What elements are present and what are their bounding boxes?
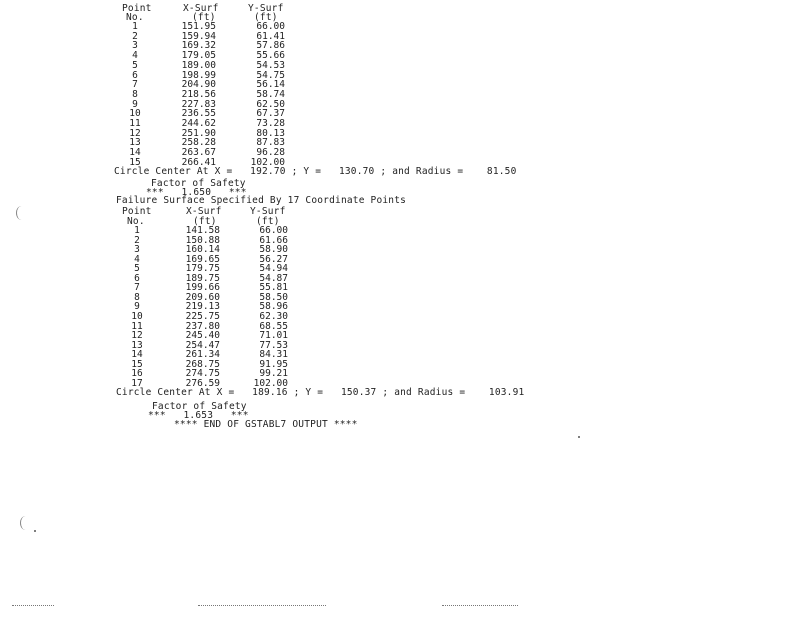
s1-header-xunit: (ft)	[192, 12, 216, 23]
row-x-surf: 141.58	[185, 225, 220, 236]
row-x-surf: 274.75	[185, 368, 220, 380]
row-point-number: 11	[129, 118, 141, 129]
s2-fos-label: Factor of Safety	[152, 401, 247, 412]
row-x-surf: 189.00	[181, 59, 216, 71]
s1-fos-value: *** 1.650 ***	[146, 187, 247, 198]
row-x-surf: 276.59	[185, 377, 220, 389]
row-point-number: 6	[134, 272, 140, 284]
row-x-surf: 204.90	[181, 79, 216, 91]
row-y-surf: 58.74	[256, 88, 285, 100]
scan-bottom-artifact	[12, 605, 54, 607]
row-y-surf: 66.00	[259, 225, 288, 236]
scan-artifact-mark	[16, 206, 27, 220]
row-y-surf: 54.94	[259, 263, 288, 275]
s2-header-point: Point	[122, 206, 152, 217]
row-y-surf: 96.28	[256, 147, 285, 159]
row-point-number: 8	[134, 291, 140, 303]
row-point-number: 17	[131, 377, 143, 389]
row-y-surf: 58.50	[259, 291, 288, 303]
row-x-surf: 159.94	[181, 30, 216, 42]
row-point-number: 10	[129, 108, 141, 120]
row-y-surf: 54.75	[256, 69, 285, 81]
row-y-surf: 61.41	[256, 30, 285, 42]
row-x-surf: 244.62	[181, 118, 216, 129]
row-x-surf: 261.34	[185, 349, 220, 361]
row-y-surf: 54.87	[259, 272, 288, 284]
row-point-number: 2	[134, 234, 140, 246]
s1-header-y: Y-Surf	[248, 3, 284, 14]
row-x-surf: 150.88	[185, 234, 220, 246]
s1-header-yunit: (ft)	[254, 12, 278, 23]
row-x-surf: 218.56	[181, 88, 216, 100]
row-x-surf: 160.14	[185, 244, 220, 256]
row-y-surf: 56.27	[259, 253, 288, 265]
row-x-surf: 179.05	[181, 50, 216, 62]
scan-speck	[578, 436, 580, 438]
row-x-surf: 169.65	[185, 253, 220, 265]
s2-circle-center-line: Circle Center At X = 189.16 ; Y = 150.37 ; and Radius = 103.91	[116, 387, 525, 398]
row-point-number: 1	[132, 21, 138, 32]
s2-title: Failure Surface Specified By 17 Coordinate Points	[116, 195, 407, 206]
row-y-surf: 77.53	[259, 339, 288, 351]
row-y-surf: 62.30	[259, 310, 288, 322]
row-y-surf: 73.28	[256, 118, 285, 129]
row-point-number: 15	[131, 358, 143, 370]
s2-header-y: Y-Surf	[250, 206, 286, 217]
row-x-surf: 245.40	[185, 330, 220, 342]
row-point-number: 8	[132, 88, 138, 100]
s1-fos-label: Factor of Safety	[151, 178, 246, 189]
row-y-surf: 91.95	[259, 358, 288, 370]
s2-header-no: No.	[127, 216, 145, 227]
row-point-number: 3	[132, 40, 138, 52]
s1-header-no: No.	[126, 12, 144, 23]
end-of-output-line: **** END OF GSTABL7 OUTPUT ****	[174, 419, 358, 430]
row-point-number: 11	[131, 320, 143, 332]
row-x-surf: 237.80	[185, 320, 220, 332]
row-point-number: 13	[129, 137, 141, 149]
row-x-surf: 219.13	[185, 301, 220, 313]
row-y-surf: 55.81	[259, 282, 288, 294]
row-y-surf: 61.66	[259, 234, 288, 246]
s2-header-xunit: (ft)	[193, 216, 217, 227]
row-point-number: 9	[132, 98, 138, 110]
row-y-surf: 55.66	[256, 50, 285, 62]
row-y-surf: 54.53	[256, 59, 285, 71]
row-y-surf: 102.00	[253, 377, 288, 389]
s1-header-point: Point	[122, 3, 152, 14]
row-x-surf: 169.32	[181, 40, 216, 52]
row-x-surf: 179.75	[185, 263, 220, 275]
row-x-surf: 151.95	[181, 21, 216, 32]
scan-artifact-mark	[20, 516, 31, 530]
scan-speck	[34, 530, 36, 532]
row-point-number: 13	[131, 339, 143, 351]
row-x-surf: 209.60	[185, 291, 220, 303]
scan-bottom-artifact	[198, 605, 326, 607]
row-y-surf: 102.00	[250, 156, 285, 168]
row-y-surf: 56.14	[256, 79, 285, 91]
row-x-surf: 198.99	[181, 69, 216, 81]
row-point-number: 1	[134, 225, 140, 236]
row-point-number: 4	[132, 50, 138, 62]
row-point-number: 6	[132, 69, 138, 81]
row-x-surf: 268.75	[185, 358, 220, 370]
row-x-surf: 254.47	[185, 339, 220, 351]
row-point-number: 5	[134, 263, 140, 275]
row-x-surf: 258.28	[181, 137, 216, 149]
row-y-surf: 71.01	[259, 330, 288, 342]
row-point-number: 7	[132, 79, 138, 91]
row-y-surf: 84.31	[259, 349, 288, 361]
row-x-surf: 251.90	[181, 127, 216, 139]
row-point-number: 14	[131, 349, 143, 361]
s2-header-yunit: (ft)	[256, 216, 280, 227]
s1-circle-center-line: Circle Center At X = 192.70 ; Y = 130.70 ; and Radius = 81.50	[114, 166, 517, 177]
row-point-number: 12	[131, 330, 143, 342]
scan-bottom-artifact	[442, 605, 518, 607]
row-point-number: 3	[134, 244, 140, 256]
row-point-number: 4	[134, 253, 140, 265]
row-point-number: 10	[131, 310, 143, 322]
row-point-number: 15	[129, 156, 141, 168]
row-y-surf: 66.00	[256, 21, 285, 32]
row-y-surf: 67.37	[256, 108, 285, 120]
row-point-number: 12	[129, 127, 141, 139]
row-x-surf: 266.41	[181, 156, 216, 168]
row-point-number: 14	[129, 147, 141, 159]
row-point-number: 2	[132, 30, 138, 42]
row-point-number: 9	[134, 301, 140, 313]
row-y-surf: 58.90	[259, 244, 288, 256]
row-point-number: 16	[131, 368, 143, 380]
row-x-surf: 199.66	[185, 282, 220, 294]
row-y-surf: 57.86	[256, 40, 285, 52]
s1-header-x: X-Surf	[183, 3, 219, 14]
s2-fos-value: *** 1.653 ***	[148, 410, 249, 421]
row-y-surf: 58.96	[259, 301, 288, 313]
row-x-surf: 189.75	[185, 272, 220, 284]
row-x-surf: 263.67	[181, 147, 216, 159]
row-point-number: 5	[132, 59, 138, 71]
row-y-surf: 62.50	[256, 98, 285, 110]
row-x-surf: 227.83	[181, 98, 216, 110]
row-x-surf: 236.55	[181, 108, 216, 120]
row-x-surf: 225.75	[185, 310, 220, 322]
row-y-surf: 80.13	[256, 127, 285, 139]
row-y-surf: 87.83	[256, 137, 285, 149]
row-y-surf: 99.21	[259, 368, 288, 380]
s2-header-x: X-Surf	[186, 206, 222, 217]
row-point-number: 7	[134, 282, 140, 294]
row-y-surf: 68.55	[259, 320, 288, 332]
